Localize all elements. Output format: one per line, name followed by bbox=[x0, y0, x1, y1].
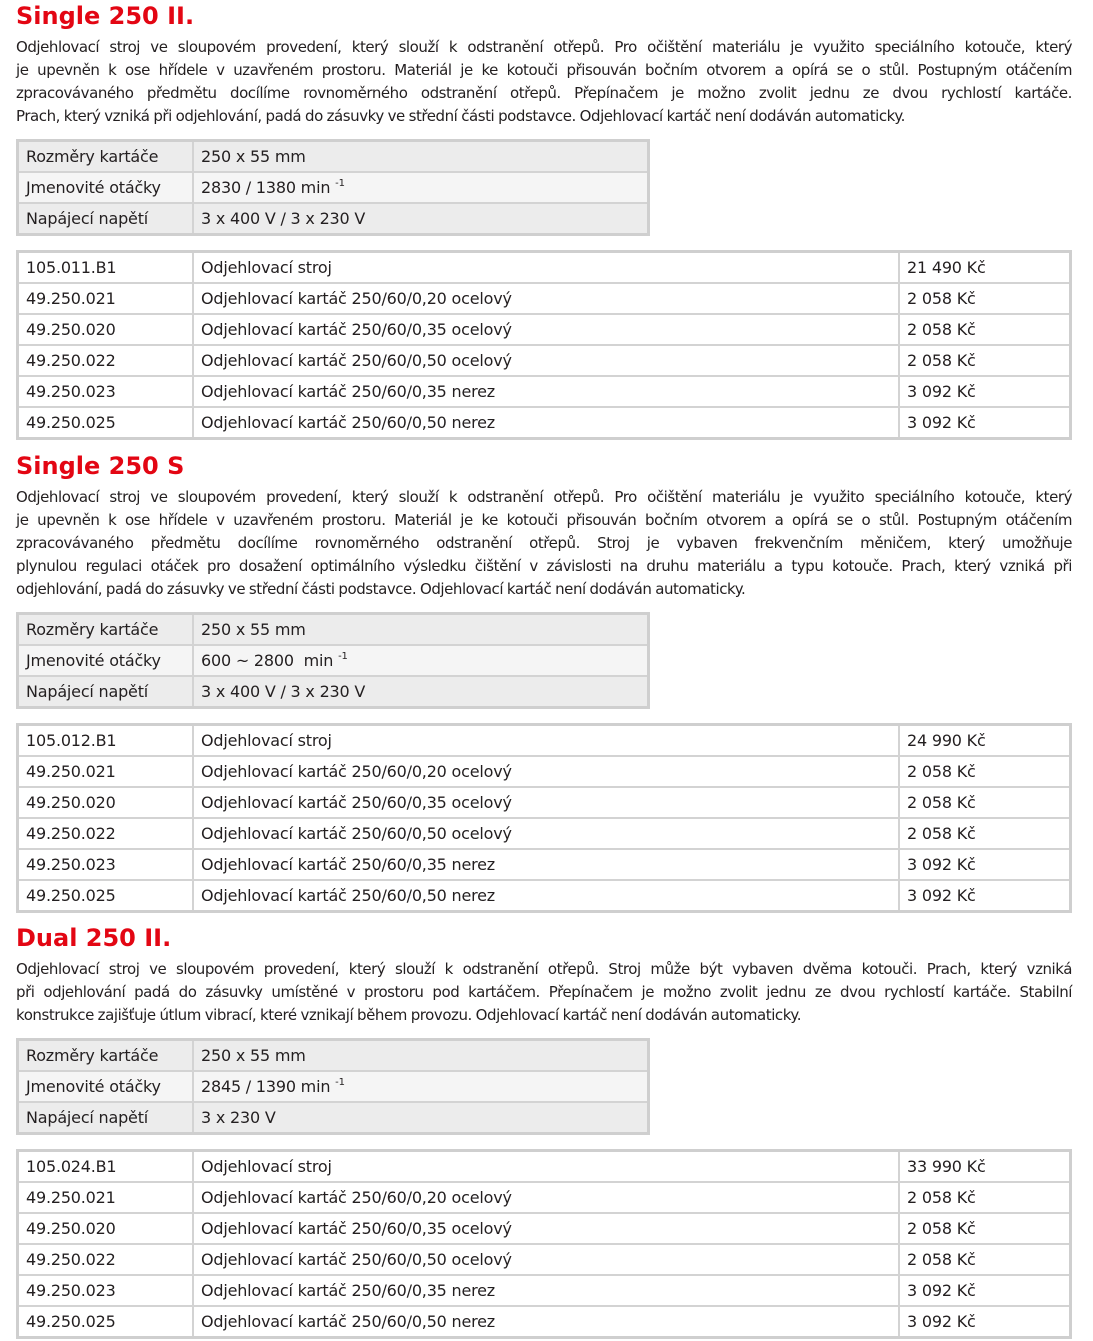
spec-value bbox=[193, 172, 649, 203]
item-name: Odjehlovací stroj bbox=[193, 252, 899, 284]
price-row bbox=[18, 787, 1071, 818]
item-name: Odjehlovací kartáč 250/60/0,35 nerez bbox=[193, 376, 899, 407]
item-price: 3 092 Kč bbox=[899, 1306, 1071, 1338]
spec-value-text: 250 x 55 mm bbox=[201, 1046, 306, 1065]
spec-row bbox=[18, 676, 649, 708]
specs-table bbox=[16, 612, 650, 709]
spec-value bbox=[193, 203, 649, 235]
item-code: 49.250.020 bbox=[18, 1213, 194, 1244]
item-price: 33 990 Kč bbox=[899, 1151, 1071, 1183]
description-line: je upevněn k ose hřídele v uzavřeném prostoru. Materiál je ke kotouči přisouván bočním otvorem a opírá se o stůl. Postupným otáčením bbox=[16, 511, 1072, 529]
price-row bbox=[18, 849, 1071, 880]
specs-table bbox=[16, 1038, 650, 1135]
spec-value-text: 250 x 55 mm bbox=[201, 620, 306, 639]
section-description bbox=[16, 486, 1072, 601]
item-price: 2 058 Kč bbox=[899, 787, 1071, 818]
price-row bbox=[18, 1306, 1071, 1338]
spec-label: Jmenovité otáčky bbox=[18, 172, 194, 203]
item-code: 49.250.023 bbox=[18, 376, 194, 407]
item-code: 105.012.B1 bbox=[18, 725, 194, 757]
item-price: 2 058 Kč bbox=[899, 1244, 1071, 1275]
price-row bbox=[18, 252, 1071, 284]
spec-label: Napájecí napětí bbox=[18, 1102, 194, 1134]
spec-value-text: 250 x 55 mm bbox=[201, 147, 306, 166]
price-row bbox=[18, 725, 1071, 757]
price-row bbox=[18, 818, 1071, 849]
description-line: Prach, který vzniká při odjehlování, padá do zásuvky ve střední části podstavce. Odjehlovací kartáč není dodáván automaticky. bbox=[16, 107, 905, 125]
description-line: zpracovávaného předmětu docílíme rovnoměrného odstranění otřepů. Přepínačem je možno zvolit jednu ze dvou rychlostí kartáče. bbox=[16, 84, 1072, 102]
spec-row bbox=[18, 614, 649, 646]
item-code: 49.250.023 bbox=[18, 1275, 194, 1306]
section-title: Single 250 S bbox=[16, 452, 185, 480]
section-description bbox=[16, 958, 1072, 1027]
spec-value bbox=[193, 645, 649, 676]
spec-value-text: 3 x 400 V / 3 x 230 V bbox=[201, 209, 366, 228]
item-code: 49.250.022 bbox=[18, 1244, 194, 1275]
spec-label: Jmenovité otáčky bbox=[18, 645, 194, 676]
spec-row bbox=[18, 1071, 649, 1102]
spec-value-text: 2845 / 1390 min bbox=[201, 1077, 331, 1096]
item-name: Odjehlovací kartáč 250/60/0,50 nerez bbox=[193, 407, 899, 439]
spec-value-text: 2830 / 1380 min bbox=[201, 178, 331, 197]
section-title: Dual 250 II. bbox=[16, 924, 172, 952]
price-row bbox=[18, 283, 1071, 314]
item-code: 49.250.022 bbox=[18, 345, 194, 376]
description-line: Odjehlovací stroj ve sloupovém provedení, který slouží k odstranění otřepů. Pro očištění materiálu je využito speciálního kotouče, který bbox=[16, 38, 1072, 56]
description-line: Odjehlovací stroj ve sloupovém provedení, který slouží k odstranění otřepů. Pro očištění materiálu je využito speciálního kotouče, který bbox=[16, 488, 1072, 506]
item-name: Odjehlovací kartáč 250/60/0,20 ocelový bbox=[193, 1182, 899, 1213]
spec-row bbox=[18, 1102, 649, 1134]
item-name: Odjehlovací kartáč 250/60/0,20 ocelový bbox=[193, 283, 899, 314]
item-name: Odjehlovací kartáč 250/60/0,20 ocelový bbox=[193, 756, 899, 787]
spec-label: Rozměry kartáče bbox=[18, 614, 194, 646]
item-price: 3 092 Kč bbox=[899, 1275, 1071, 1306]
item-name: Odjehlovací kartáč 250/60/0,35 ocelový bbox=[193, 314, 899, 345]
item-code: 49.250.020 bbox=[18, 787, 194, 818]
item-price: 2 058 Kč bbox=[899, 1213, 1071, 1244]
price-row bbox=[18, 1182, 1071, 1213]
spec-row bbox=[18, 645, 649, 676]
spec-label: Rozměry kartáče bbox=[18, 1040, 194, 1072]
item-price: 2 058 Kč bbox=[899, 283, 1071, 314]
spec-label: Napájecí napětí bbox=[18, 676, 194, 708]
spec-value-text: 3 x 400 V / 3 x 230 V bbox=[201, 682, 366, 701]
spec-value bbox=[193, 676, 649, 708]
item-name: Odjehlovací kartáč 250/60/0,35 ocelový bbox=[193, 787, 899, 818]
price-table bbox=[16, 1149, 1072, 1339]
description-line: zpracovávaného předmětu docílíme rovnoměrného odstranění otřepů. Stroj je vybaven frekvenčním měničem, který umožňuje bbox=[16, 534, 1072, 552]
price-row bbox=[18, 756, 1071, 787]
spec-label: Rozměry kartáče bbox=[18, 141, 194, 173]
item-code: 49.250.021 bbox=[18, 756, 194, 787]
spec-value bbox=[193, 1040, 649, 1072]
spec-value-text: 600 ~ 2800 min bbox=[201, 651, 334, 670]
price-row bbox=[18, 1151, 1071, 1183]
item-name: Odjehlovací kartáč 250/60/0,35 ocelový bbox=[193, 1213, 899, 1244]
product-section-single-250-s bbox=[16, 451, 1072, 913]
price-row bbox=[18, 345, 1071, 376]
item-price: 3 092 Kč bbox=[899, 849, 1071, 880]
item-price: 3 092 Kč bbox=[899, 376, 1071, 407]
item-code: 49.250.025 bbox=[18, 1306, 194, 1338]
item-code: 49.250.025 bbox=[18, 407, 194, 439]
spec-value bbox=[193, 141, 649, 173]
price-row bbox=[18, 407, 1071, 439]
product-section-dual-250-ii bbox=[16, 923, 1072, 1339]
spec-value bbox=[193, 614, 649, 646]
spec-unit-exponent: -1 bbox=[338, 651, 348, 662]
spec-unit-exponent: -1 bbox=[335, 1077, 345, 1088]
item-name: Odjehlovací kartáč 250/60/0,50 ocelový bbox=[193, 818, 899, 849]
item-price: 3 092 Kč bbox=[899, 880, 1071, 912]
item-code: 49.250.021 bbox=[18, 283, 194, 314]
spec-label: Jmenovité otáčky bbox=[18, 1071, 194, 1102]
item-price: 24 990 Kč bbox=[899, 725, 1071, 757]
description-line: konstrukce zajišťuje útlum vibrací, které vznikají během provozu. Odjehlovací kartáč není dodáván automaticky. bbox=[16, 1006, 802, 1024]
item-price: 21 490 Kč bbox=[899, 252, 1071, 284]
spec-row bbox=[18, 141, 649, 173]
description-line: Odjehlovací stroj ve sloupovém provedení, který slouží k odstranění otřepů. Stroj může být vybaven dvěma kotouči. Prach, který vzniká bbox=[16, 960, 1072, 978]
price-row bbox=[18, 1275, 1071, 1306]
specs-table bbox=[16, 139, 650, 236]
item-price: 2 058 Kč bbox=[899, 1182, 1071, 1213]
item-code: 105.024.B1 bbox=[18, 1151, 194, 1183]
price-table bbox=[16, 250, 1072, 440]
description-line: plynulou regulaci otáček pro dosažení optimálního výsledku čištění v závislosti na druhu materiálu a typu kotouče. Prach, který vzniká při bbox=[16, 557, 1072, 575]
item-price: 3 092 Kč bbox=[899, 407, 1071, 439]
spec-value-text: 3 x 230 V bbox=[201, 1108, 276, 1127]
item-price: 2 058 Kč bbox=[899, 818, 1071, 849]
item-code: 105.011.B1 bbox=[18, 252, 194, 284]
item-code: 49.250.025 bbox=[18, 880, 194, 912]
spec-value bbox=[193, 1102, 649, 1134]
price-row bbox=[18, 314, 1071, 345]
item-name: Odjehlovací kartáč 250/60/0,50 nerez bbox=[193, 880, 899, 912]
item-name: Odjehlovací kartáč 250/60/0,35 nerez bbox=[193, 1275, 899, 1306]
item-price: 2 058 Kč bbox=[899, 345, 1071, 376]
spec-value bbox=[193, 1071, 649, 1102]
item-name: Odjehlovací kartáč 250/60/0,50 ocelový bbox=[193, 345, 899, 376]
item-name: Odjehlovací stroj bbox=[193, 1151, 899, 1183]
item-code: 49.250.021 bbox=[18, 1182, 194, 1213]
item-code: 49.250.020 bbox=[18, 314, 194, 345]
item-code: 49.250.022 bbox=[18, 818, 194, 849]
description-line: je upevněn k ose hřídele v uzavřeném prostoru. Materiál je ke kotouči přisouván bočním otvorem a opírá se o stůl. Postupným otáčením bbox=[16, 61, 1072, 79]
item-name: Odjehlovací kartáč 250/60/0,35 nerez bbox=[193, 849, 899, 880]
price-row bbox=[18, 376, 1071, 407]
product-section-single-250-ii bbox=[16, 1, 1072, 440]
description-line: při odjehlování padá do zásuvky umístěné v prostoru pod kartáčem. Přepínačem je možno zvolit jednu ze dvou rychlostí kartáče. Stabilní bbox=[16, 983, 1072, 1001]
item-price: 2 058 Kč bbox=[899, 314, 1071, 345]
section-title: Single 250 II. bbox=[16, 2, 195, 30]
spec-row bbox=[18, 172, 649, 203]
section-description bbox=[16, 36, 1072, 128]
spec-row bbox=[18, 203, 649, 235]
item-name: Odjehlovací stroj bbox=[193, 725, 899, 757]
item-name: Odjehlovací kartáč 250/60/0,50 ocelový bbox=[193, 1244, 899, 1275]
spec-unit-exponent: -1 bbox=[335, 178, 345, 189]
item-price: 2 058 Kč bbox=[899, 756, 1071, 787]
spec-row bbox=[18, 1040, 649, 1072]
item-name: Odjehlovací kartáč 250/60/0,50 nerez bbox=[193, 1306, 899, 1338]
price-row bbox=[18, 880, 1071, 912]
spec-label: Napájecí napětí bbox=[18, 203, 194, 235]
item-code: 49.250.023 bbox=[18, 849, 194, 880]
price-row bbox=[18, 1244, 1071, 1275]
description-line: odjehlování, padá do zásuvky ve střední části podstavce. Odjehlovací kartáč není dodáván automaticky. bbox=[16, 580, 746, 598]
price-table bbox=[16, 723, 1072, 913]
price-row bbox=[18, 1213, 1071, 1244]
